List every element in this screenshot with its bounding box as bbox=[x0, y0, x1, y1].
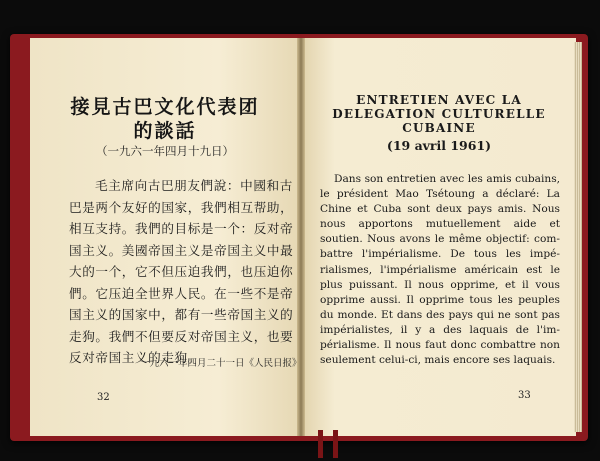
fr-body-line: battre l'impérialisme. De tous les impé- bbox=[320, 248, 560, 261]
cn-body-line: 們。它压迫全世界人民。在一些不是帝 bbox=[69, 285, 294, 301]
cn-source: 一九六一年四月二十一日《人民日报》 bbox=[140, 358, 302, 369]
fr-body-line: plus puissant. Il nous opprime, et il vous bbox=[320, 278, 560, 291]
page-number-right: 33 bbox=[518, 390, 531, 401]
cn-date: （一九六一年四月十九日） bbox=[96, 144, 234, 158]
cn-body-line: 毛主席向古巴朋友們說：中國和古 bbox=[95, 178, 293, 193]
fr-body-line: Chine et Cuba sont deux pays amis. Nous bbox=[320, 203, 560, 216]
fr-body-line: du monde. Et dans des pays qui ne sont pas bbox=[320, 308, 560, 321]
fr-body-line: soutien. Nous avons le même objectif: com- bbox=[320, 233, 560, 246]
page-number-left: 32 bbox=[97, 392, 110, 403]
cn-body bbox=[69, 175, 295, 369]
fr-body-line: seulement celui-ci, mais encore ses laquais. bbox=[320, 354, 556, 367]
cn-title-line2: 的談話 bbox=[133, 120, 197, 142]
cn-body-line: 巴是两个友好的国家，我們相互帮助， bbox=[69, 199, 294, 215]
fr-title-line2: DELEGATION CULTURELLE bbox=[332, 107, 546, 121]
fr-body-line: nous apportons mutuellement aide et bbox=[320, 218, 560, 231]
cn-body-line: 大的一个，它不但压迫我們，也压迫你 bbox=[69, 264, 294, 279]
fr-date: (19 avril 1961) bbox=[386, 138, 492, 153]
fr-body-line: le président Mao Tsétoung a déclaré: La bbox=[320, 188, 560, 201]
cn-body-line: 反对帝国主义的走狗。 bbox=[69, 350, 201, 365]
fr-body-line: périalisme. Il nous faut donc combattre non bbox=[320, 339, 560, 352]
fr-body bbox=[320, 172, 560, 368]
cn-body-line: 国主义。美國帝国主义是帝国主义中最 bbox=[69, 242, 294, 258]
cn-body-line: 走狗。我們不但要反对帝国主义，也要 bbox=[69, 328, 294, 344]
fr-body-line: impérialistes, il y a des laquais de l'im- bbox=[320, 323, 560, 336]
fr-title-line3: CUBAINE bbox=[402, 121, 476, 135]
fr-body-line: Dans son entretien avec les amis cubains, bbox=[334, 173, 560, 185]
fr-title-line1: ENTRETIEN AVEC LA bbox=[356, 93, 522, 107]
cn-body-line: 国主义的国家中，都有一些帝国主义的 bbox=[69, 307, 294, 322]
cn-title-line1: 接見古巴文化代表团 bbox=[70, 96, 260, 118]
bookmark-ribbon bbox=[318, 430, 323, 458]
fr-body-line: rialismes, l'impérialisme américain est le bbox=[320, 263, 560, 276]
cn-body-line: 相互支持。我們的目标是一个：反对帝 bbox=[69, 221, 294, 236]
bookmark-ribbon bbox=[333, 430, 338, 458]
fr-body-line: opprime aussi. Il opprime tous les peuples bbox=[320, 293, 560, 306]
